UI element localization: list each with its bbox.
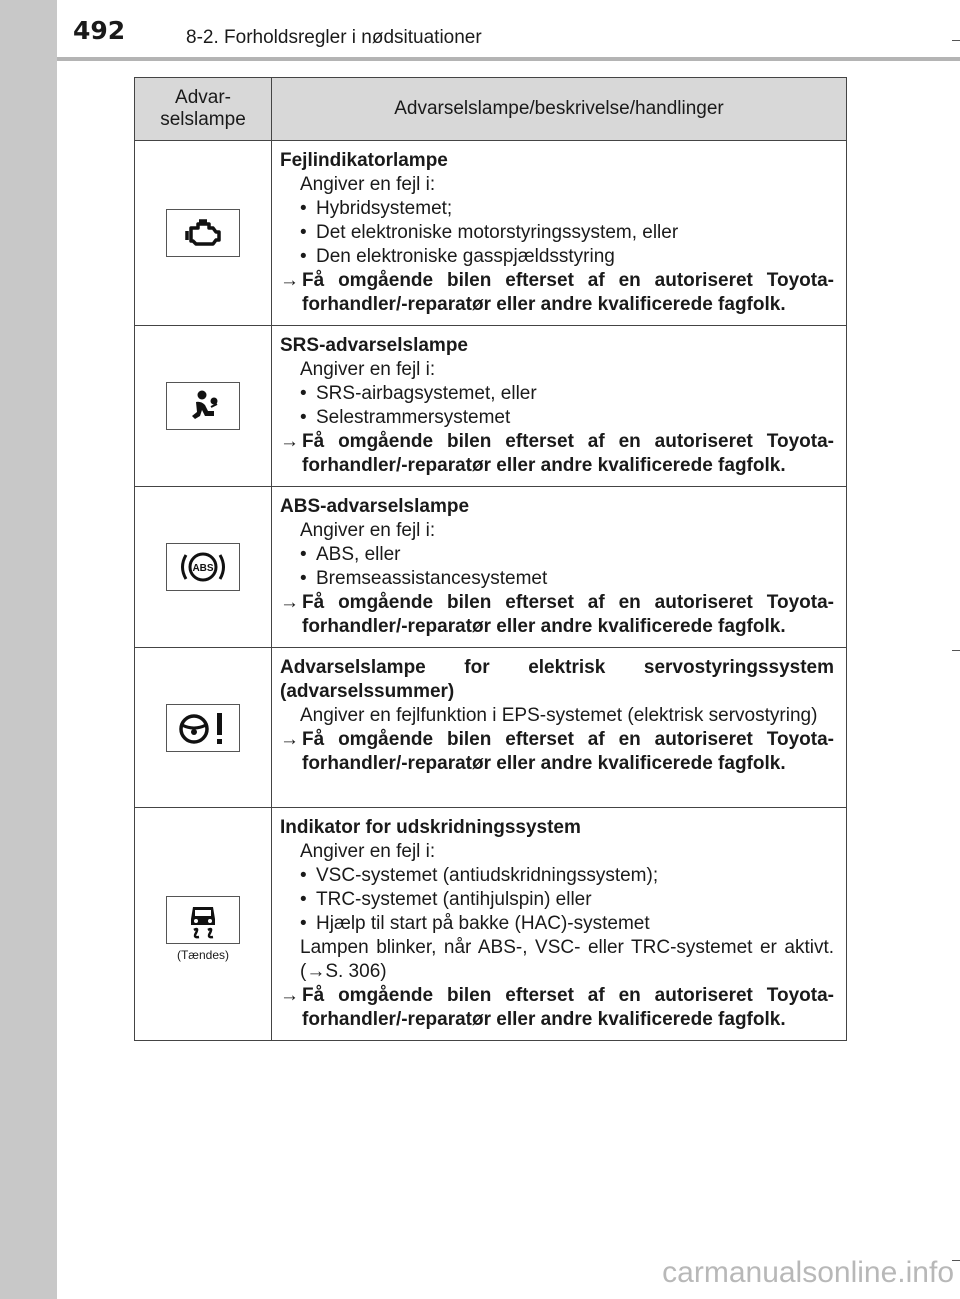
list-item: • VSC-systemet (antiudskridningssystem);	[300, 865, 659, 886]
description-cell	[272, 326, 847, 487]
crop-mark	[952, 40, 960, 41]
page-number: 492	[73, 16, 126, 45]
lamp-lead: Angiver en fejl i:	[300, 520, 436, 541]
srs-airbag-icon	[166, 382, 240, 430]
lamp-title: Indikator for udskridningssystem	[280, 817, 581, 838]
lamp-title: ABS-advarselslampe	[280, 496, 470, 517]
arrow-icon: →	[280, 592, 299, 613]
action-instruction: → Få omgående bilen efterset af en autoriseret Toyota-forhandler/-reparatør eller andre kvalificerede fagfolk.	[280, 985, 834, 1030]
abs-icon-label: ABS	[192, 563, 214, 574]
engine-check-icon	[166, 209, 240, 257]
flash-note: Lampen blinker, når ABS-, VSC- eller TRC-systemet er aktivt. (→S. 306)	[300, 937, 834, 982]
list-item: • ABS, eller	[300, 544, 401, 565]
lamp-lead: Angiver en fejl i:	[300, 174, 436, 195]
action-instruction: → Få omgående bilen efterset af en autoriseret Toyota-forhandler/-reparatør eller andre kvalificerede fagfolk.	[280, 270, 834, 315]
lamp-title: Advarselslampe for elektrisk servostyringssystem (advarselssummer)	[280, 657, 834, 702]
arrow-icon: →	[306, 961, 326, 982]
warning-light-table	[134, 77, 847, 1041]
lamp-title: Fejlindikatorlampe	[280, 150, 448, 171]
arrow-icon: →	[280, 270, 299, 291]
lamp-cell	[135, 648, 272, 808]
description-cell	[272, 648, 847, 808]
list-item: • SRS-airbagsystemet, eller	[300, 383, 537, 404]
skid-indicator-icon	[166, 896, 240, 944]
column-header-lamp: Advar- selslampe	[135, 78, 272, 141]
page-reference: S. 306	[325, 961, 381, 982]
lamp-lead: Angiver en fejl i:	[300, 841, 436, 862]
lamp-lead: Angiver en fejl i:	[300, 359, 436, 380]
column-header-description: Advarselslampe/beskrivelse/handlinger	[272, 78, 847, 141]
table-row	[135, 326, 847, 487]
icon-note: (Tændes)	[176, 948, 229, 962]
lamp-title: SRS-advarselslampe	[280, 335, 468, 356]
table-row	[135, 648, 847, 808]
table-row	[135, 141, 847, 326]
section-title: 8-2. Forholdsregler i nødsituationer	[186, 27, 482, 48]
arrow-icon: →	[280, 729, 299, 750]
lamp-cell	[135, 808, 272, 1041]
list-item: • Den elektroniske gasspjældsstyring	[300, 246, 615, 267]
lamp-cell	[135, 487, 272, 648]
lamp-lead: Angiver en fejlfunktion i EPS-systemet (elektrisk servostyring)	[300, 705, 818, 726]
list-item: • TRC-systemet (antihjulspin) eller	[300, 889, 592, 910]
list-item: • Det elektroniske motorstyringssystem, eller	[300, 222, 679, 243]
watermark: carmanualsonline.info	[662, 1256, 954, 1289]
lamp-cell	[135, 141, 272, 326]
abs-icon	[166, 543, 240, 591]
list-item: • Hjælp til start på bakke (HAC)-systemet	[300, 913, 650, 934]
description-cell	[272, 141, 847, 326]
table-row	[135, 808, 847, 1041]
lamp-cell	[135, 326, 272, 487]
header-rule	[57, 57, 960, 61]
action-instruction: → Få omgående bilen efterset af en autoriseret Toyota-forhandler/-reparatør eller andre kvalificerede fagfolk.	[280, 592, 834, 637]
page-side-tab	[0, 0, 57, 1299]
arrow-icon: →	[280, 985, 299, 1006]
table-row	[135, 487, 847, 648]
header-side-tab	[0, 0, 57, 60]
steering-warning-icon	[166, 704, 240, 752]
description-cell	[272, 487, 847, 648]
action-instruction: → Få omgående bilen efterset af en autoriseret Toyota-forhandler/-reparatør eller andre kvalificerede fagfolk.	[280, 729, 834, 774]
description-cell	[272, 808, 847, 1041]
arrow-icon: →	[280, 431, 299, 452]
table-header-row	[135, 78, 847, 141]
action-instruction: → Få omgående bilen efterset af en autoriseret Toyota-forhandler/-reparatør eller andre kvalificerede fagfolk.	[280, 431, 834, 476]
list-item: • Hybridsystemet;	[300, 198, 453, 219]
crop-mark	[952, 650, 960, 651]
list-item: • Selestrammersystemet	[300, 407, 511, 428]
list-item: • Bremseassistancesystemet	[300, 568, 548, 589]
